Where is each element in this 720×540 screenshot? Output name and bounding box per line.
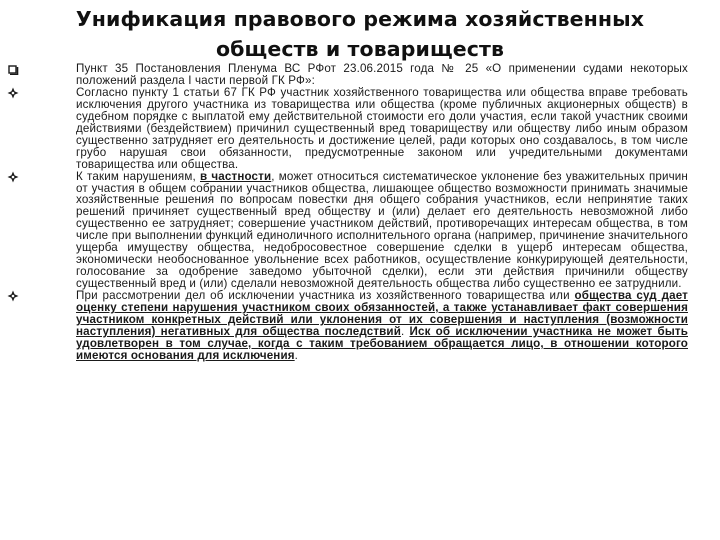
list-item-article-67 — [6, 87, 688, 171]
list-item-violations — [6, 171, 688, 291]
list-item-decree — [6, 63, 688, 87]
item-text-part-c: . — [400, 324, 410, 338]
item-text-emphasis-2: Иск об исключении участника не может быть удовлетворен в том случае, когда с таким требованием обращается лицо, в отношении которого имеются основания для исключения — [76, 324, 688, 362]
title-line-1: Унификация правового режима хозяйственных — [75, 7, 645, 31]
item-text-part-a: К таким нарушениям, — [76, 169, 200, 183]
item-text: Пункт 35 Постановления Пленума ВС РФот 23.06.2015 года № 25 «О применении судами некоторых положений раздела I части первой ГК РФ»: — [76, 62, 688, 87]
item-text-emphasis-1: общества суд дает оценку степени нарушения участником своих обязанностей, а также устанавливает факт совершения участником конкретных действий или уклонения от их совершения и наступления (возможности наступления) негативных для общества последствий — [76, 289, 688, 338]
item-text-part-a: При рассмотрении дел об исключении участника из хозяйственного товарищества или — [76, 289, 575, 303]
item-text-part-c: , может относиться систематическое уклонение без уважительных причин от участия в общем собрании участников общества, лишающее общество возможности принимать значимые хозяйственные решения по вопросам повестки дня общего собрания участников, если непринятие таких решений причиняет существенный вред обществу и (или) делает его деятельность невозможной либо существенно ее затрудняет; совершение участником действий, противоречащих интересам общества, в том числе при выполнении функций единоличного исполнительного органа (например, причинение значительного ущерба имуществу общества, недобросовестное совершение сделки в ущерб интересам общества, экономически необоснованное увольнение всех работников, осуществление конкурирующей деятельности, голосование за одобрение заведомо убыточной сделки), если эти действия причинили обществу существенный вред и (или) сделали невозможной деятельность общества либо существенно ее затруднили. — [76, 169, 688, 291]
square-bullet-icon — [6, 63, 20, 75]
item-text-emphasis: в частности — [199, 169, 272, 183]
diamond-bullet-icon — [6, 171, 20, 183]
slide-title — [60, 4, 660, 64]
diamond-bullet-icon — [6, 290, 20, 302]
list-item-court-review — [6, 290, 688, 362]
bullet-list — [6, 63, 688, 362]
title-line-2: обществ и товариществ — [215, 37, 505, 61]
diamond-bullet-icon — [6, 87, 20, 99]
item-text: Согласно пункту 1 статьи 67 ГК РФ участник хозяйственного товарищества или общества вправе требовать исключения другого участника из товарищества или общества (кроме публичных акционерных обществ) в судебном порядке с выплатой ему действительной стоимости его доли участия, если такой участник своими действиями (бездействием) причинил существенный вред товариществу или обществу либо иным образом существенно затрудняет его деятельность и достижение целей, ради которых оно создавалось, в том числе грубо нарушая свои обязанности, предусмотренные законом или учредительными документами товарищества или общества. — [76, 85, 688, 171]
item-text-part-e: . — [294, 348, 299, 362]
